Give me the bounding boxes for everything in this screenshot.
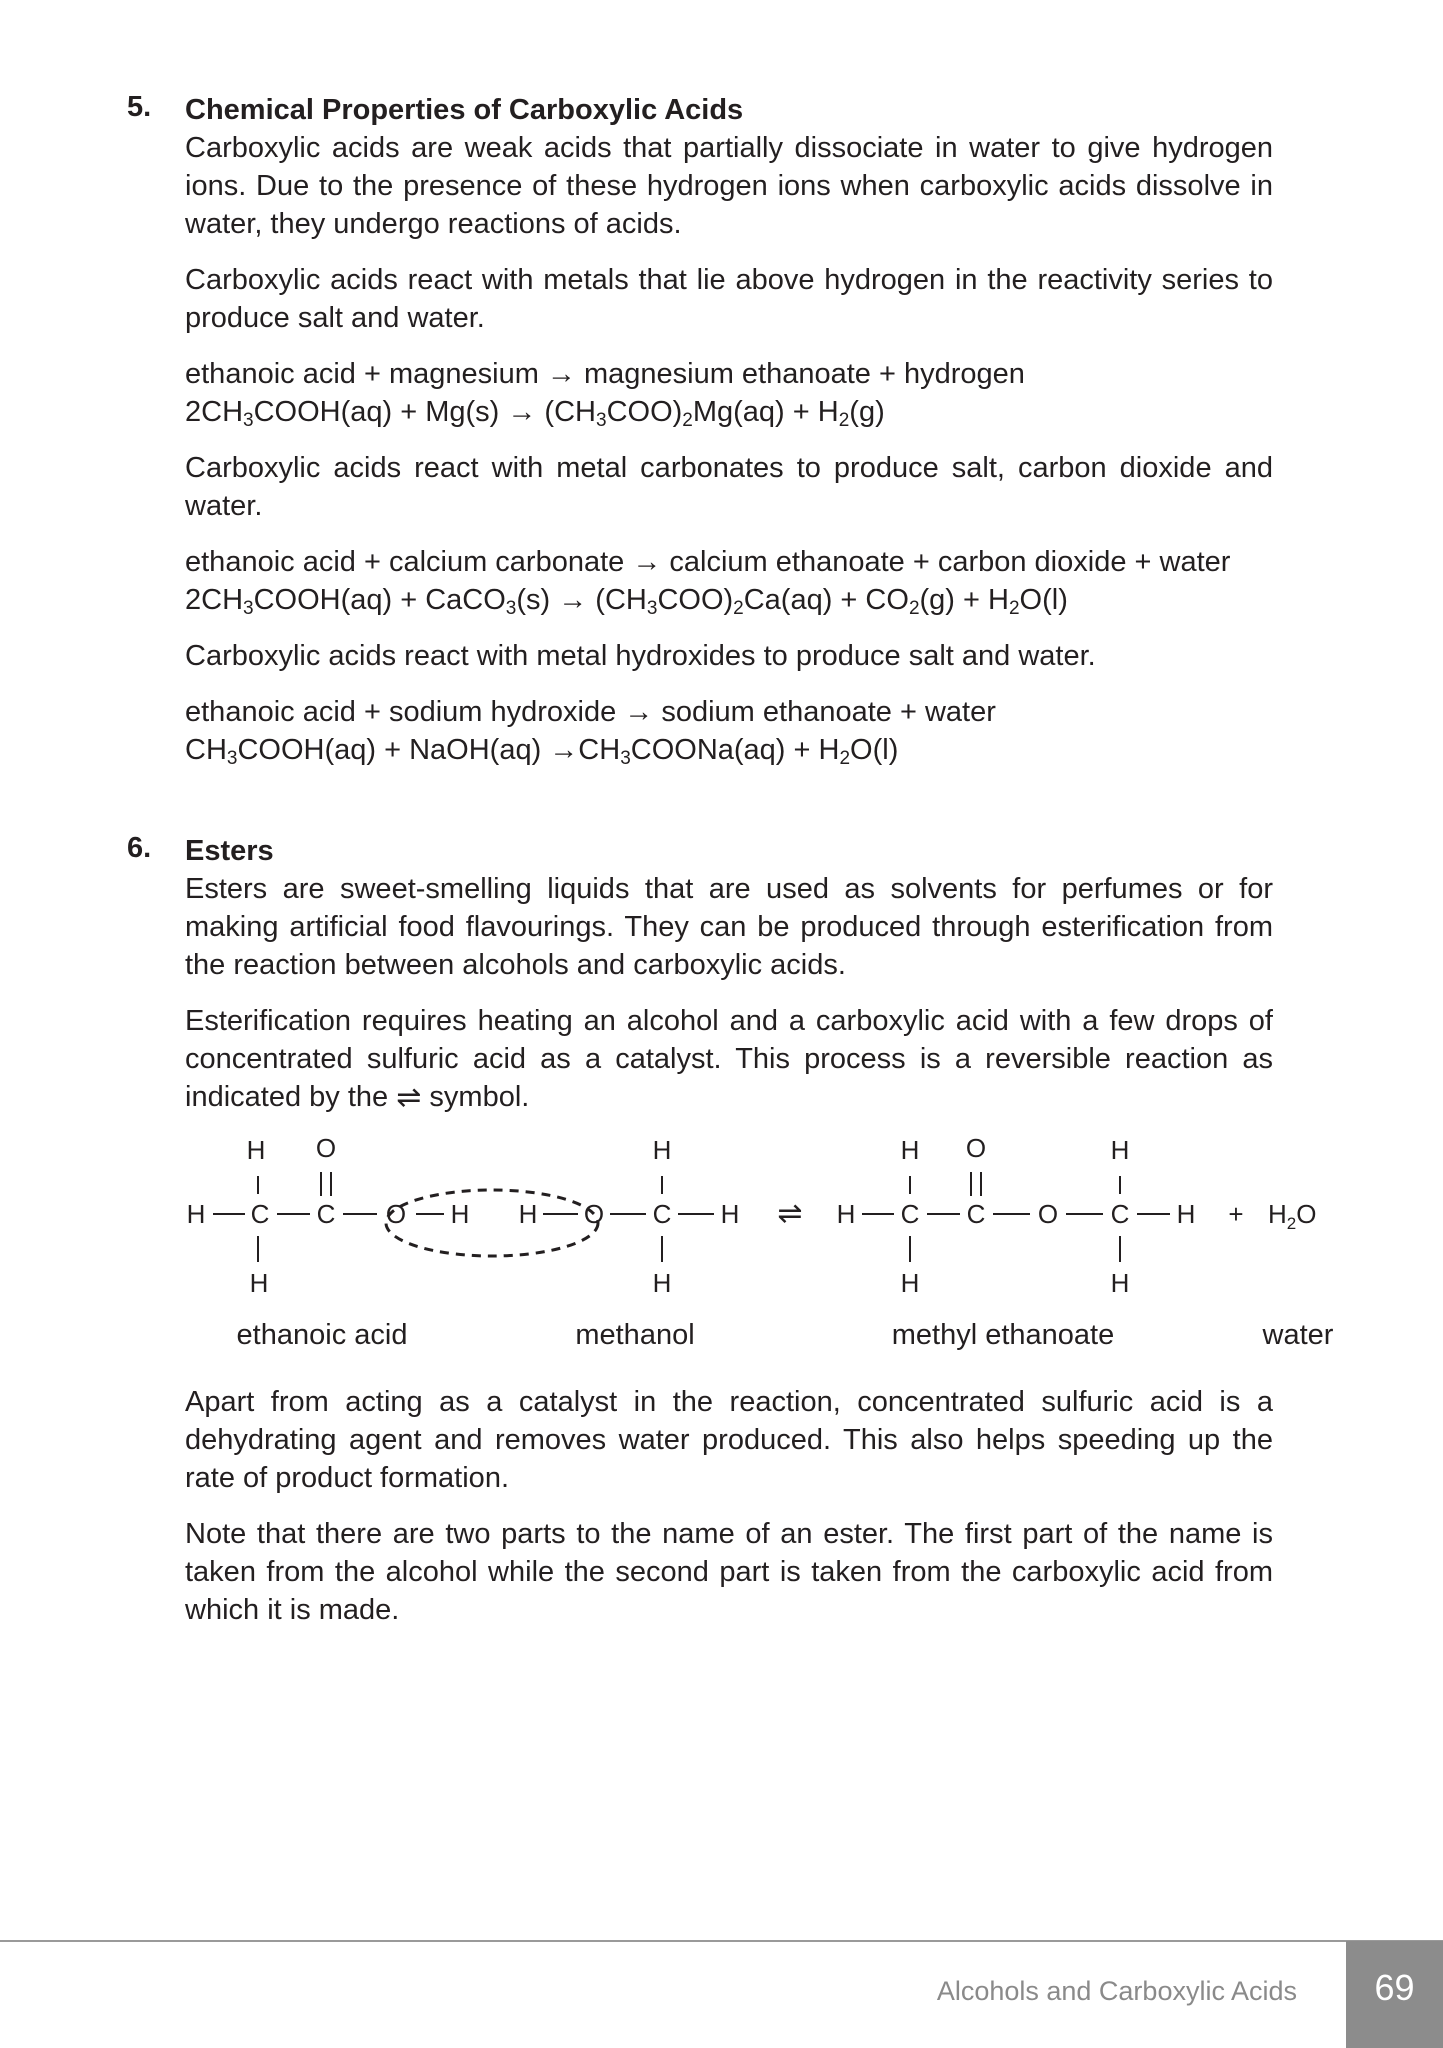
atom-o: O — [315, 1133, 337, 1163]
word-equation-text: ethanoic acid + sodium hydroxide → sodium ethanoate + water — [185, 696, 996, 728]
esterification-text: Esterification requires heating an alcohol and a carboxylic acid with a few drops of concentrated sulfuric acid as a catalyst. This process is a reversible reaction as indicated by the — [185, 1005, 1273, 1113]
water-formula: $H_2O$ — [1268, 1199, 1317, 1233]
section-body — [185, 832, 1273, 1117]
catalyst-paragraph: Apart from acting as a catalyst in the reaction, concentrated sulfuric acid is a dehydrating agent and removes water produced. This also helps speeding up the rate of product formation. — [185, 1386, 1273, 1494]
esterification-paragraph — [185, 1002, 1273, 1117]
bonds — [213, 1172, 1170, 1262]
word-equation-text: ethanoic acid + calcium carbonate → calcium ethanoate + carbon dioxide + water — [185, 546, 1231, 578]
atom-c: C — [652, 1199, 672, 1229]
section-body — [185, 91, 1273, 769]
atom-h: H — [900, 1268, 920, 1298]
atom-h: H — [450, 1199, 470, 1229]
atom-h: H — [1110, 1268, 1130, 1298]
formula-equation-hydroxide: $CH_3COOH(aq)$ + NaOH(aq) $\to CH_3COONa(aq) + H_2O(l)$ — [185, 734, 899, 769]
word-equation-text: ethanoic acid + magnesium → magnesium ethanoate + hydrogen — [185, 358, 1025, 390]
esterification-diagram — [170, 1130, 1370, 1360]
atom-h: H — [652, 1268, 672, 1298]
atom-c: C — [250, 1199, 270, 1229]
naming-paragraph: Note that there are two parts to the name of an ester. The first part of the name is taken from the alcohol while the second part is taken from the carboxylic acid from which it is made. — [185, 1518, 1273, 1626]
section-number: 6. — [127, 832, 152, 864]
plus-sign: + — [1228, 1199, 1244, 1229]
atom-h: H — [249, 1268, 269, 1298]
metals-paragraph: Carboxylic acids react with metals that lie above hydrogen in the reactivity series to produce salt and water. — [185, 264, 1273, 334]
hydroxides-paragraph: Carboxylic acids react with metal hydroxides to produce salt and water. — [185, 640, 1096, 672]
intro-paragraph: Carboxylic acids are weak acids that partially dissociate in water to give hydrogen ions. Due to the presence of these hydrogen ions when carboxylic acids dissolve in water, they undergo reactions of acids. — [185, 132, 1273, 240]
section-body — [185, 1383, 1273, 1629]
atom-o: O — [1037, 1199, 1059, 1229]
atom-o: O — [965, 1133, 987, 1163]
word-equation-carbonate — [185, 543, 1273, 619]
section-number: 5. — [127, 91, 152, 123]
label-water: water — [1262, 1319, 1334, 1351]
water-removal-circle — [386, 1190, 598, 1256]
label-ethanoic-acid: ethanoic acid — [236, 1319, 408, 1351]
footer-chapter-title: Alcohols and Carboxylic Acids — [936, 1976, 1297, 2006]
atom-c: C — [316, 1199, 336, 1229]
reversible-symbol: ⇌ — [777, 1197, 803, 1230]
atom-o: O — [385, 1199, 407, 1229]
formula-equation-magnesium: $2CH_3COOH(aq) + Mg(s) \to (CH_3COO)_2Mg(aq) + H_2(g)$ — [185, 396, 885, 431]
atom-c: C — [1110, 1199, 1130, 1229]
atom-h: H — [518, 1199, 538, 1229]
label-methyl-ethanoate: methyl ethanoate — [891, 1319, 1115, 1351]
atom-h: H — [652, 1135, 672, 1165]
atom-c: C — [900, 1199, 920, 1229]
section-title: Esters — [185, 835, 274, 867]
formula-equation-carbonate: $2CH_3COOH(aq)$ + CaCO$_3$(s) → $(CH_3COO)_2Ca(aq) + CO_2(g) + H_2O(l)$ — [185, 584, 1068, 619]
atom-h: H — [1176, 1199, 1196, 1229]
page-number: 69 — [1346, 1941, 1443, 2048]
footer-divider — [0, 1940, 1443, 1942]
atom-o: O — [583, 1199, 605, 1229]
atom-h: H — [1110, 1135, 1130, 1165]
atom-h: H — [246, 1135, 266, 1165]
carbonates-paragraph: Carboxylic acids react with metal carbonates to produce salt, carbon dioxide and water. — [185, 452, 1273, 522]
atom-c: C — [966, 1199, 986, 1229]
atom-h: H — [720, 1199, 740, 1229]
esterification-text-end: symbol. — [429, 1081, 530, 1113]
label-methanol: methanol — [575, 1319, 695, 1351]
word-equation-hydroxide — [185, 693, 1273, 769]
reversible-symbol: ⇌ — [396, 1081, 422, 1114]
esters-intro-paragraph: Esters are sweet-smelling liquids that are used as solvents for perfumes or for making artificial food flavourings. They can be produced through esterification from the reaction between alcohols and carboxylic acids. — [185, 873, 1273, 981]
atom-h: H — [900, 1135, 920, 1165]
atom-h: H — [186, 1199, 206, 1229]
atom-h: H — [836, 1199, 856, 1229]
section-title: Chemical Properties of Carboxylic Acids — [185, 94, 744, 126]
word-equation-magnesium — [185, 355, 1273, 431]
